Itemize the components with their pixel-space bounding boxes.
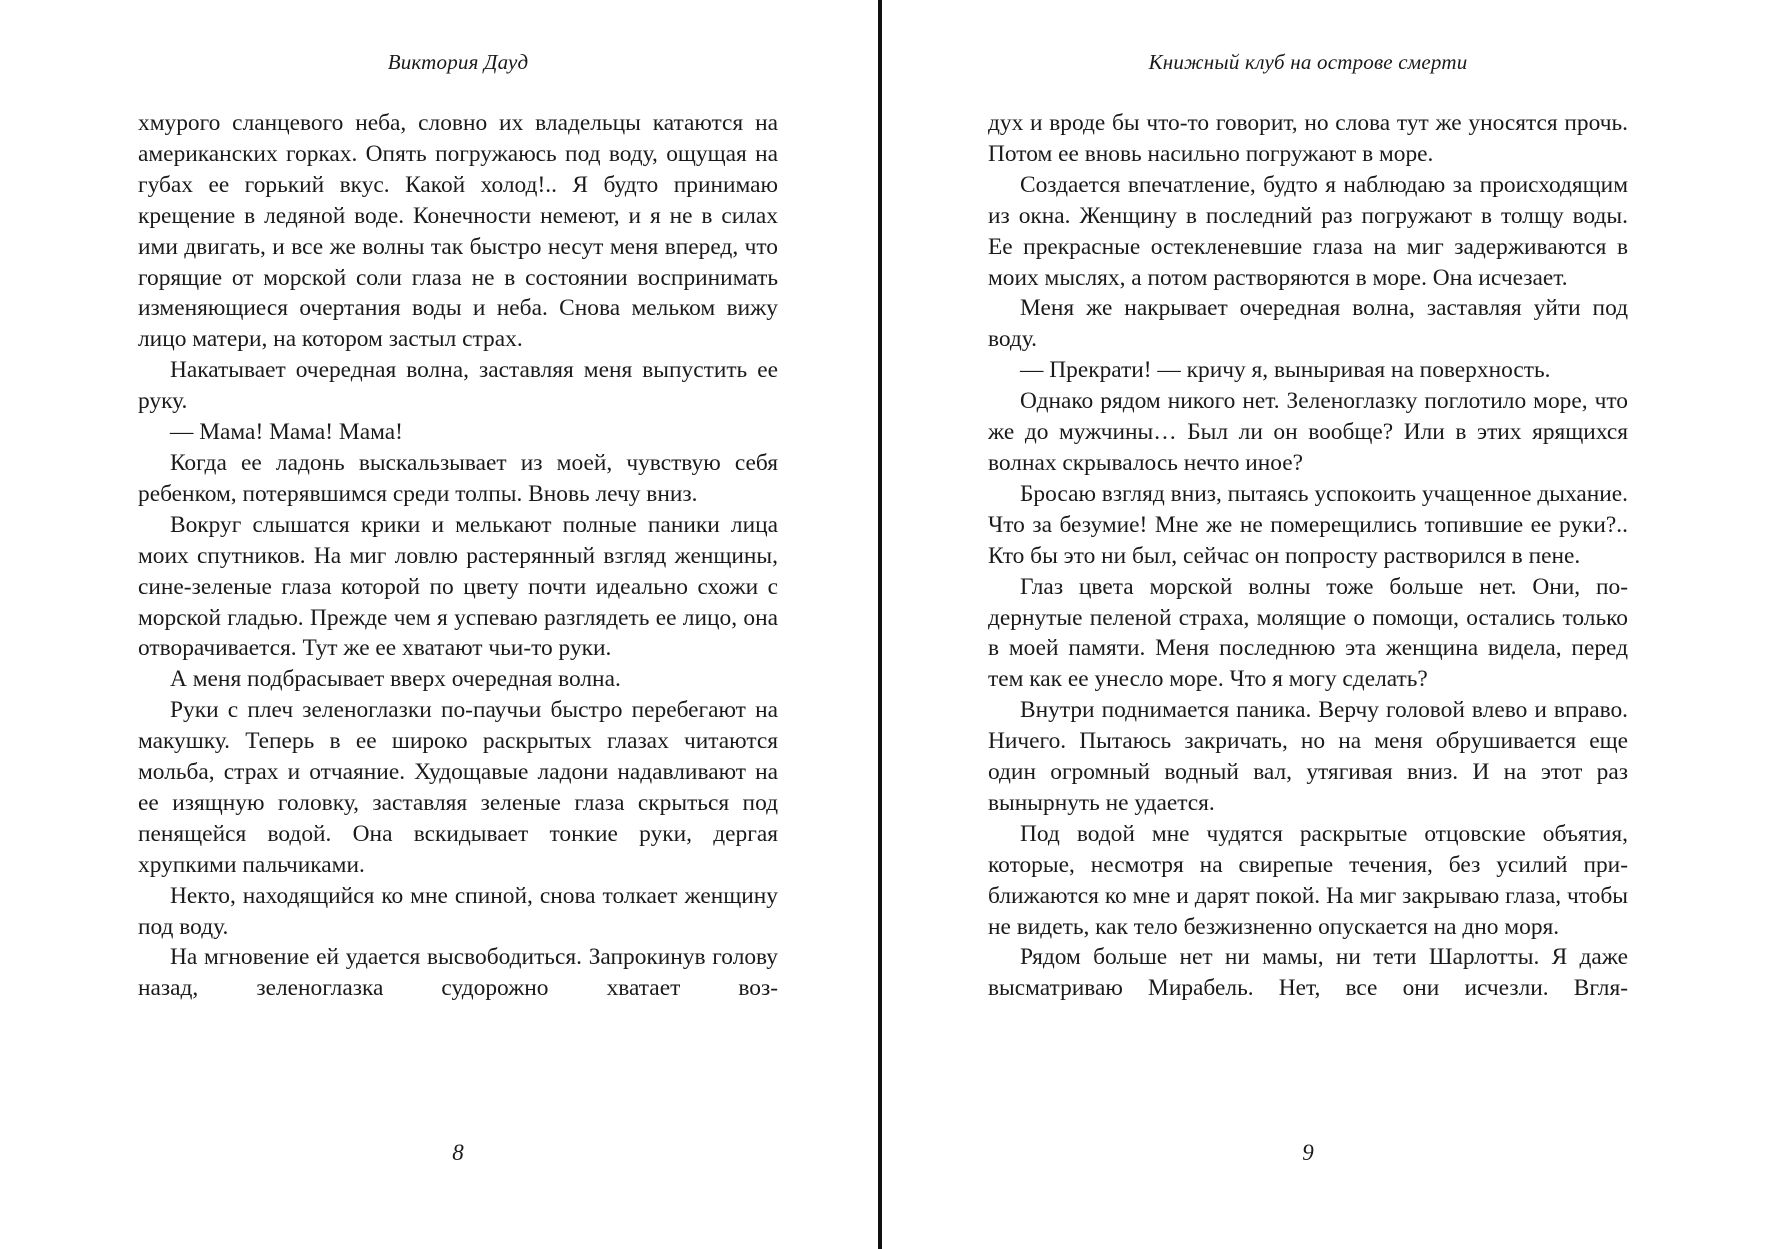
right-page: [884, 0, 1766, 1249]
paragraph: Внутри поднимается паника. Верчу головой влево и вправо. Ничего. Пытаюсь закричать, но на меня обрушивается еще один огромный водный вал, утягивая вниз. И на этот раз вынырнуть не удается.: [988, 697, 1628, 816]
paragraph: — Прекрати! — кричу я, выныривая на поверхность.: [1020, 357, 1551, 384]
paragraph: Меня же накрывает очередная волна, заставляя уйти под воду.: [988, 295, 1628, 353]
paragraph: Когда ее ладонь выскальзывает из моей, чувствую себя ребенком, потерявшимся среди толпы. Вновь лечу вниз.: [138, 449, 778, 507]
paragraph: Некто, находящийся ко мне спиной, снова толкает женщину под воду.: [138, 882, 778, 940]
left-page-body: [138, 108, 778, 1004]
paragraph: Глаз цвета морской волны тоже больше нет. Они, подернутые пеленой страха, молящие о помощи, остались только в моей памяти. Меня последнюю эта женщина видела, перед тем как ее унесло море. Что я могу сделать?: [988, 573, 1628, 693]
paragraph: Накатывает очередная волна, заставляя меня выпустить ее руку.: [138, 357, 778, 415]
paragraph: На мгновение ей удается высвободиться. Запрокинув голову назад, зеленоглазка судорожно хватает воз-: [138, 944, 778, 1002]
paragraph: А меня подбрасывает вверх очередная волна.: [170, 666, 621, 693]
paragraph: Руки с плеч зеленоглазки по-паучьи быстро перебегают на макушку. Теперь в ее широко раскрытых глазах читаются мольба, страх и отчаяние. Худощавые ладони надавливают на ее изящную головку, заставляя зеленые глаза скрыться под пенящейся водой. Она вскидывает тонкие руки, дергая хрупкими пальчиками.: [138, 697, 778, 878]
paragraph: Под водой мне чудятся раскрытые отцовские объятия, которые, несмотря на свирепые течения, без усилий приближаются ко мне и дарят покой. На миг закрываю глаза, чтобы не видеть, как тело безжизненно опускается на дно моря.: [988, 820, 1628, 940]
running-head-title: Книжный клуб на острове смерти: [1148, 50, 1468, 74]
paragraph: Создается впечатление, будто я наблюдаю за происходящим из окна. Женщину в последний раз погружают в толщу воды. Ее прекрасные остекленевшие глаза на миг задерживаются в моих мыслях, а потом растворяются в море. Она исчезает.: [988, 171, 1628, 291]
page-number: 8: [452, 1140, 464, 1165]
paragraph: Однако рядом никого нет. Зеленоглазку поглотило море, что же до мужчины… Был ли он вообще? Или в этих ярящихся волнах скрывалось нечто иное?: [988, 388, 1628, 476]
paragraph: хмурого сланцевого неба, словно их владельцы катаются на американских горках. Опять погружаюсь под воду, ощущая на губах ее горький вкус. Какой холод!.. Я будто принимаю крещение в ледяной воде. Конечности немеют, и я не в силах ими двигать, и все же волны так быстро несут меня вперед, что горящие от морской соли глаза не в состоянии воспринимать изменяющиеся очертания воды и неба. Снова мельком вижу лицо матери, на котором застыл страх.: [138, 110, 778, 353]
page-number: 9: [1302, 1140, 1314, 1165]
running-head-author: Виктория Дауд: [387, 50, 529, 74]
paragraph: Вокруг слышатся крики и мелькают полные паники лица моих спутников. На миг ловлю растерянный взгляд женщины, сине-зеленые глаза которой по цвету почти идеально схожи с морской гладью. Прежде чем я успеваю разглядеть ее лицо, она отворачивается. Тут же ее хватают чьи-то руки.: [138, 511, 778, 662]
paragraph: — Мама! Мама! Мама!: [170, 419, 403, 446]
spine-divider: [878, 0, 882, 1249]
paragraph: Рядом больше нет ни мамы, ни тети Шарлотты. Я даже высматриваю Мирабель. Нет, все они исчезли. Вгля-: [988, 944, 1628, 1002]
left-page: [0, 0, 878, 1249]
paragraph: дух и вроде бы что-то говорит, но слова тут же уносятся прочь. Потом ее вновь насильно погружают в море.: [988, 110, 1628, 167]
right-page-body: [988, 108, 1628, 1004]
paragraph: Бросаю взгляд вниз, пытаясь успокоить учащенное дыхание. Что за безумие! Мне же не померещились топившие ее руки?.. Кто бы это ни был, сейчас он попросту растворился в пене.: [988, 480, 1628, 569]
